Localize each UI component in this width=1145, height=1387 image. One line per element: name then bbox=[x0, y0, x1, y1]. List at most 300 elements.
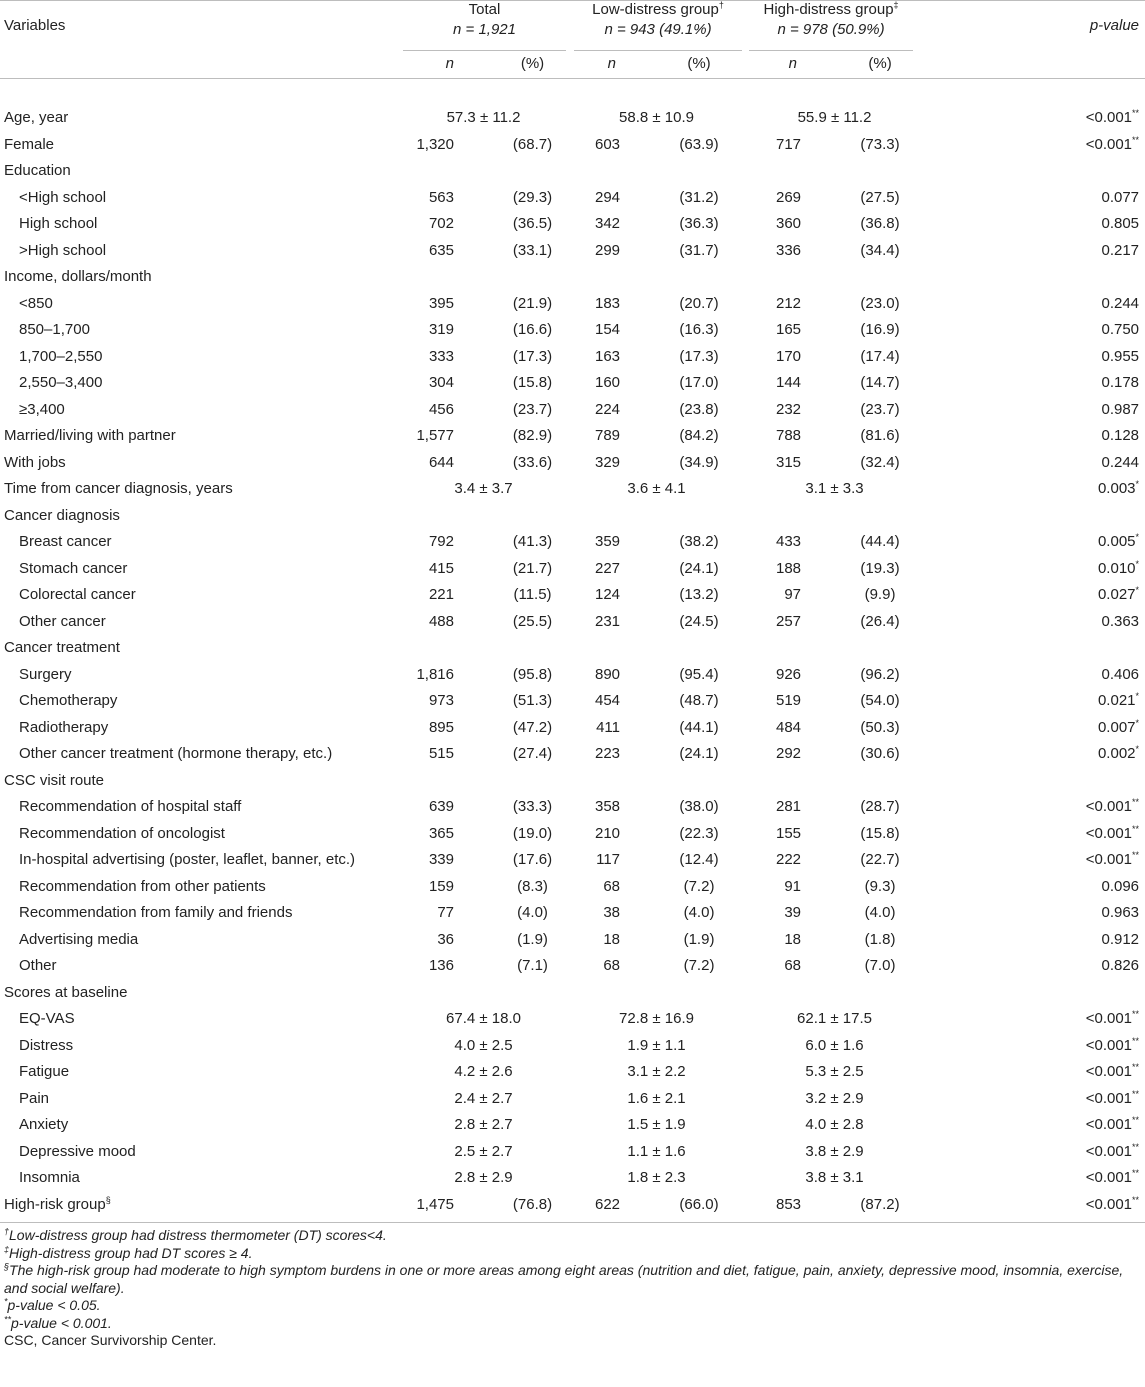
cell-high-pct: (87.2) bbox=[860, 1195, 900, 1213]
table-row bbox=[0, 291, 1145, 318]
cell-pvalue-sig: * bbox=[1135, 585, 1140, 596]
cell-total-pct: (15.8) bbox=[512, 374, 553, 392]
cell-high-n: 97 bbox=[784, 586, 802, 604]
row-label: In-hospital advertising (poster, leaflet, banner, etc.) bbox=[19, 851, 356, 869]
cell-high-mean: 5.3 ± 2.5 bbox=[805, 1063, 864, 1081]
cell-low-mean: 3.1 ± 2.2 bbox=[627, 1063, 686, 1081]
cell-total-n: 365 bbox=[428, 824, 454, 842]
cell-low-n: 789 bbox=[594, 427, 621, 445]
cell-high-pct: (36.8) bbox=[860, 215, 900, 233]
cell-total-mean: 2.4 ± 2.7 bbox=[454, 1089, 513, 1107]
cell-pvalue: 0.005* bbox=[1097, 532, 1140, 551]
cell-pvalue: 0.217 bbox=[1101, 241, 1140, 259]
row-label: Chemotherapy bbox=[19, 692, 118, 710]
header-spacer-row bbox=[0, 78, 1145, 105]
cell-pvalue: <0.001** bbox=[1085, 797, 1140, 816]
cell-high-n: 212 bbox=[775, 294, 802, 312]
table-row bbox=[0, 317, 1145, 344]
cell-pvalue-sig: ** bbox=[1132, 1088, 1140, 1099]
section-row bbox=[0, 264, 1145, 291]
cell-low-pct: (24.1) bbox=[679, 745, 719, 763]
cell-low-pct: (36.3) bbox=[679, 215, 719, 233]
cell-high-pct: (7.0) bbox=[864, 957, 896, 975]
cell-total-n: 488 bbox=[428, 612, 454, 630]
cell-pvalue: <0.001** bbox=[1085, 108, 1140, 127]
cell-pvalue: <0.001** bbox=[1085, 850, 1140, 869]
cell-high-mean: 55.9 ± 11.2 bbox=[797, 109, 872, 127]
cell-low-pct: (95.4) bbox=[679, 665, 719, 683]
cell-low-n: 342 bbox=[594, 215, 621, 233]
cell-pvalue: 0.096 bbox=[1101, 877, 1140, 895]
cell-total-pct: (47.2) bbox=[512, 718, 553, 736]
cell-low-pct: (84.2) bbox=[679, 427, 719, 445]
cell-total-n: 456 bbox=[428, 400, 454, 418]
cell-high-n: 788 bbox=[775, 427, 802, 445]
cell-pvalue-sig: ** bbox=[1132, 134, 1140, 145]
cell-total-pct: (17.6) bbox=[512, 851, 553, 869]
cell-high-n: 484 bbox=[775, 718, 802, 736]
cell-low-pct: (13.2) bbox=[679, 586, 719, 604]
cell-high-n: 170 bbox=[775, 347, 802, 365]
footnote-mark: ** bbox=[4, 1313, 12, 1324]
table-row bbox=[0, 953, 1145, 980]
cell-total-mean: 2.5 ± 2.7 bbox=[454, 1142, 513, 1160]
subheader-total-pct: (%) bbox=[520, 55, 545, 73]
cell-pvalue: 0.244 bbox=[1101, 294, 1140, 312]
cell-low-pct: (23.8) bbox=[679, 400, 719, 418]
cell-pvalue-sig: ** bbox=[1132, 1194, 1140, 1205]
cell-high-pct: (30.6) bbox=[860, 745, 900, 763]
cell-low-n: 68 bbox=[603, 877, 621, 895]
table-row bbox=[0, 105, 1145, 132]
cell-high-n: 18 bbox=[784, 930, 802, 948]
cell-high-pct: (17.4) bbox=[860, 347, 900, 365]
cell-total-pct: (21.9) bbox=[512, 294, 553, 312]
cell-high-n: 315 bbox=[775, 453, 802, 471]
subheader-low-n: n bbox=[607, 55, 617, 73]
cell-pvalue: 0.750 bbox=[1101, 321, 1140, 339]
row-label: Surgery bbox=[19, 665, 72, 683]
section-row bbox=[0, 635, 1145, 662]
cell-pvalue: <0.001** bbox=[1085, 1062, 1140, 1081]
cell-pvalue: 0.178 bbox=[1101, 374, 1140, 392]
cell-total-pct: (19.0) bbox=[512, 824, 553, 842]
cell-total-pct: (8.3) bbox=[517, 877, 548, 895]
cell-pvalue-sig: * bbox=[1135, 691, 1140, 702]
cell-pvalue: <0.001** bbox=[1085, 1194, 1140, 1213]
header-total-label: Total bbox=[468, 1, 501, 18]
row-label: Depressive mood bbox=[19, 1142, 136, 1160]
cell-high-pct: (9.9) bbox=[864, 586, 896, 604]
cell-high-n: 717 bbox=[775, 135, 802, 153]
cell-low-n: 183 bbox=[594, 294, 621, 312]
cell-high-n: 232 bbox=[775, 400, 802, 418]
cell-low-mean: 1.1 ± 1.6 bbox=[627, 1142, 686, 1160]
cell-pvalue: 0.128 bbox=[1101, 427, 1140, 445]
cell-high-n: 269 bbox=[775, 188, 802, 206]
cell-high-pct: (81.6) bbox=[860, 427, 900, 445]
cell-low-pct: (12.4) bbox=[679, 851, 719, 869]
cell-low-pct: (31.2) bbox=[679, 188, 719, 206]
table-row bbox=[0, 874, 1145, 901]
cell-pvalue: 0.912 bbox=[1101, 930, 1140, 948]
cell-low-pct: (20.7) bbox=[679, 294, 719, 312]
cell-total-n: 792 bbox=[428, 533, 454, 551]
cell-high-mean: 3.1 ± 3.3 bbox=[805, 480, 864, 498]
row-label: Time from cancer diagnosis, years bbox=[4, 480, 233, 498]
table-row bbox=[0, 238, 1145, 265]
cell-low-n: 227 bbox=[594, 559, 621, 577]
row-label: Income, dollars/month bbox=[4, 268, 152, 286]
row-label: Cancer diagnosis bbox=[4, 506, 120, 524]
cell-low-pct: (4.0) bbox=[683, 904, 715, 922]
cell-high-pct: (16.9) bbox=[860, 321, 900, 339]
cell-total-pct: (68.7) bbox=[512, 135, 553, 153]
cell-low-n: 210 bbox=[594, 824, 621, 842]
cell-total-n: 644 bbox=[428, 453, 454, 471]
row-label: Advertising media bbox=[19, 930, 139, 948]
cell-high-mean: 3.8 ± 2.9 bbox=[805, 1142, 864, 1160]
cell-low-mean: 72.8 ± 16.9 bbox=[619, 1010, 694, 1028]
cell-low-n: 294 bbox=[594, 188, 621, 206]
table-row bbox=[0, 927, 1145, 954]
header-row-subcols bbox=[0, 51, 1145, 78]
cell-pvalue-sig: * bbox=[1135, 479, 1140, 490]
cell-total-n: 415 bbox=[428, 559, 454, 577]
cell-low-mean: 3.6 ± 4.1 bbox=[627, 480, 686, 498]
table-row bbox=[0, 1139, 1145, 1166]
cell-high-pct: (22.7) bbox=[860, 851, 900, 869]
table-row bbox=[0, 847, 1145, 874]
cell-high-mean: 3.8 ± 3.1 bbox=[805, 1169, 864, 1187]
cell-high-n: 222 bbox=[775, 851, 802, 869]
cell-total-n: 635 bbox=[428, 241, 454, 259]
cell-pvalue-sig: ** bbox=[1132, 1141, 1140, 1152]
cell-pvalue-sig: ** bbox=[1132, 1168, 1140, 1179]
cell-pvalue-sig: ** bbox=[1132, 797, 1140, 808]
section-row bbox=[0, 768, 1145, 795]
row-label: Radiotherapy bbox=[19, 718, 109, 736]
footnote: §The high-risk group had moderate to high symptom burdens in one or more areas among eight areas (nutrition and diet, fatigue, pain, anxiety, depressive mood, insomnia, exercise, and social welfare). bbox=[4, 1261, 1124, 1296]
cell-total-mean: 2.8 ± 2.9 bbox=[454, 1169, 513, 1187]
table-row bbox=[0, 821, 1145, 848]
cell-high-pct: (28.7) bbox=[860, 798, 900, 816]
header-variables: Variables bbox=[4, 17, 66, 34]
row-label: Insomnia bbox=[19, 1169, 80, 1187]
cell-high-n: 292 bbox=[775, 745, 802, 763]
cell-low-n: 163 bbox=[594, 347, 621, 365]
cell-total-pct: (25.5) bbox=[512, 612, 553, 630]
cell-low-mean: 1.9 ± 1.1 bbox=[627, 1036, 686, 1054]
cell-total-n: 1,320 bbox=[416, 135, 454, 153]
table-row bbox=[0, 423, 1145, 450]
section-row bbox=[0, 158, 1145, 185]
cell-low-pct: (17.0) bbox=[679, 374, 719, 392]
cell-low-pct: (44.1) bbox=[679, 718, 719, 736]
cell-high-pct: (19.3) bbox=[860, 559, 900, 577]
cell-total-n: 895 bbox=[428, 718, 454, 736]
cell-high-n: 433 bbox=[775, 533, 802, 551]
cell-high-pct: (1.8) bbox=[864, 930, 896, 948]
cell-total-pct: (1.9) bbox=[517, 930, 548, 948]
cell-pvalue-sig: * bbox=[1135, 717, 1140, 728]
cell-high-n: 188 bbox=[775, 559, 802, 577]
cell-total-n: 77 bbox=[437, 904, 454, 922]
cell-pvalue-sig: * bbox=[1135, 558, 1140, 569]
cell-total-n: 1,816 bbox=[416, 665, 454, 683]
cell-high-n: 853 bbox=[775, 1195, 802, 1213]
cell-pvalue: 0.003* bbox=[1097, 479, 1140, 498]
cell-total-pct: (27.4) bbox=[512, 745, 553, 763]
cell-low-n: 299 bbox=[594, 241, 621, 259]
cell-total-n: 159 bbox=[428, 877, 454, 895]
cell-low-n: 358 bbox=[594, 798, 621, 816]
table-row bbox=[0, 1112, 1145, 1139]
cell-pvalue: <0.001** bbox=[1085, 823, 1140, 842]
cell-high-pct: (14.7) bbox=[860, 374, 900, 392]
cell-total-pct: (33.3) bbox=[512, 798, 553, 816]
cell-high-pct: (54.0) bbox=[860, 692, 900, 710]
cell-low-n: 359 bbox=[594, 533, 621, 551]
table-row bbox=[0, 370, 1145, 397]
header-low-mark: † bbox=[718, 0, 724, 10]
cell-high-mean: 62.1 ± 17.5 bbox=[797, 1010, 872, 1028]
cell-pvalue: 0.826 bbox=[1101, 957, 1140, 975]
cell-total-pct: (17.3) bbox=[512, 347, 553, 365]
cell-low-n: 223 bbox=[594, 745, 621, 763]
cell-pvalue: <0.001** bbox=[1085, 134, 1140, 153]
cell-pvalue: 0.406 bbox=[1101, 665, 1140, 683]
footnote: †Low-distress group had distress thermometer (DT) scores<4. bbox=[4, 1226, 387, 1243]
cell-total-pct: (16.6) bbox=[512, 321, 553, 339]
header-low bbox=[569, 1, 744, 52]
table-row bbox=[0, 344, 1145, 371]
row-label-mark: § bbox=[105, 1194, 111, 1205]
table-row bbox=[0, 688, 1145, 715]
table-row bbox=[0, 476, 1145, 503]
cell-high-n: 39 bbox=[784, 904, 802, 922]
cell-pvalue: 0.955 bbox=[1101, 347, 1140, 365]
cell-total-n: 319 bbox=[428, 321, 454, 339]
row-label: Other bbox=[19, 957, 57, 975]
cell-total-mean: 4.0 ± 2.5 bbox=[454, 1036, 513, 1054]
footnote: ‡High-distress group had DT scores ≥ 4. bbox=[4, 1243, 253, 1261]
row-label: Recommendation from other patients bbox=[19, 877, 266, 895]
row-label: Married/living with partner bbox=[4, 427, 176, 445]
footnote: **p-value < 0.001. bbox=[4, 1313, 112, 1331]
footnote: *p-value < 0.05. bbox=[4, 1296, 101, 1313]
header-high-n: n = 978 (50.9%) bbox=[777, 21, 885, 38]
cell-low-pct: (63.9) bbox=[679, 135, 719, 153]
cell-low-n: 18 bbox=[603, 930, 621, 948]
subheader-total-n: n bbox=[445, 55, 454, 73]
cell-low-n: 68 bbox=[603, 957, 621, 975]
cell-low-n: 622 bbox=[594, 1195, 621, 1213]
cell-low-n: 231 bbox=[594, 612, 621, 630]
row-label: <High school bbox=[19, 188, 107, 206]
row-label: Fatigue bbox=[19, 1063, 70, 1081]
cell-low-pct: (66.0) bbox=[679, 1195, 719, 1213]
table-row bbox=[0, 662, 1145, 689]
cell-total-n: 515 bbox=[428, 745, 454, 763]
row-label: 1,700–2,550 bbox=[19, 347, 103, 365]
cell-low-n: 454 bbox=[594, 692, 621, 710]
cell-total-n: 339 bbox=[428, 851, 454, 869]
footnote-mark: † bbox=[4, 1226, 10, 1237]
cell-total-pct: (95.8) bbox=[512, 665, 553, 683]
cell-total-pct: (33.1) bbox=[512, 241, 553, 259]
footer-spacer-row bbox=[0, 1218, 1145, 1223]
cell-total-pct: (82.9) bbox=[512, 427, 553, 445]
table-row bbox=[0, 132, 1145, 159]
cell-low-n: 411 bbox=[596, 718, 621, 736]
cell-high-n: 336 bbox=[775, 241, 802, 259]
cell-high-n: 91 bbox=[784, 877, 802, 895]
header-high bbox=[744, 1, 925, 52]
cell-total-mean: 3.4 ± 3.7 bbox=[454, 480, 513, 498]
cell-total-pct: (76.8) bbox=[512, 1195, 553, 1213]
cell-low-mean: 1.5 ± 1.9 bbox=[627, 1116, 686, 1134]
row-label: Female bbox=[4, 135, 55, 153]
table-row bbox=[0, 1059, 1145, 1086]
table-row bbox=[0, 609, 1145, 636]
table-row bbox=[0, 715, 1145, 742]
cell-high-pct: (15.8) bbox=[860, 824, 900, 842]
cell-low-pct: (24.1) bbox=[679, 559, 719, 577]
cell-pvalue-sig: * bbox=[1135, 532, 1140, 543]
subheader-high-n: n bbox=[788, 55, 798, 73]
cell-pvalue-sig: ** bbox=[1132, 1009, 1140, 1020]
row-label: Breast cancer bbox=[19, 533, 112, 551]
cell-total-pct: (41.3) bbox=[512, 533, 553, 551]
cell-total-pct: (33.6) bbox=[512, 453, 553, 471]
cell-pvalue: 0.007* bbox=[1097, 717, 1140, 736]
cell-high-mean: 4.0 ± 2.8 bbox=[805, 1116, 864, 1134]
cell-total-n: 973 bbox=[428, 692, 454, 710]
cell-total-n: 304 bbox=[428, 374, 454, 392]
cell-pvalue: 0.805 bbox=[1101, 215, 1140, 233]
table-row bbox=[0, 1192, 1145, 1219]
cell-total-n: 333 bbox=[428, 347, 454, 365]
row-label: Colorectal cancer bbox=[19, 586, 136, 604]
footnote-mark: * bbox=[4, 1296, 8, 1307]
subheader-high-pct: (%) bbox=[868, 55, 892, 73]
cell-total-mean: 57.3 ± 11.2 bbox=[446, 109, 521, 127]
cell-low-pct: (22.3) bbox=[679, 824, 719, 842]
cell-total-pct: (21.7) bbox=[512, 559, 553, 577]
row-label: Age, year bbox=[4, 109, 69, 127]
cell-high-pct: (34.4) bbox=[860, 241, 900, 259]
header-high-label: High-distress group bbox=[763, 1, 894, 18]
row-label: ≥3,400 bbox=[19, 400, 65, 418]
footnote-mark: § bbox=[4, 1261, 10, 1272]
cell-pvalue-sig: ** bbox=[1132, 1062, 1140, 1073]
row-label: Anxiety bbox=[19, 1116, 69, 1134]
row-label: Pain bbox=[19, 1089, 50, 1107]
cell-high-mean: 6.0 ± 1.6 bbox=[805, 1036, 864, 1054]
cell-high-pct: (23.7) bbox=[860, 400, 900, 418]
row-label: >High school bbox=[19, 241, 107, 259]
cell-total-pct: (7.1) bbox=[517, 957, 548, 975]
row-label: Other cancer bbox=[19, 612, 106, 630]
row-label: Recommendation from family and friends bbox=[19, 904, 293, 922]
cell-high-pct: (23.0) bbox=[860, 294, 900, 312]
cell-pvalue: 0.244 bbox=[1101, 453, 1140, 471]
table-row bbox=[0, 1006, 1145, 1033]
row-label: Scores at baseline bbox=[4, 983, 128, 1001]
table-row bbox=[0, 582, 1145, 609]
cell-pvalue: <0.001** bbox=[1085, 1115, 1140, 1134]
cell-low-mean: 1.8 ± 2.3 bbox=[627, 1169, 686, 1187]
cell-total-n: 639 bbox=[428, 798, 454, 816]
cell-total-n: 702 bbox=[428, 215, 454, 233]
cell-high-n: 519 bbox=[775, 692, 802, 710]
cell-high-pct: (32.4) bbox=[860, 453, 900, 471]
cell-pvalue: 0.987 bbox=[1101, 400, 1140, 418]
cell-high-n: 165 bbox=[775, 321, 802, 339]
cell-low-n: 603 bbox=[594, 135, 621, 153]
cell-pvalue-sig: ** bbox=[1132, 850, 1140, 861]
row-label: Recommendation of hospital staff bbox=[19, 798, 242, 816]
cell-pvalue: <0.001** bbox=[1085, 1088, 1140, 1107]
cell-high-n: 360 bbox=[775, 215, 802, 233]
cell-pvalue: <0.001** bbox=[1085, 1168, 1140, 1187]
table-row bbox=[0, 794, 1145, 821]
cell-pvalue: 0.963 bbox=[1101, 904, 1140, 922]
cell-pvalue-sig: ** bbox=[1132, 108, 1140, 119]
cell-total-n: 136 bbox=[428, 957, 454, 975]
header-total bbox=[398, 1, 569, 52]
cell-pvalue: <0.001** bbox=[1085, 1009, 1140, 1028]
table-row bbox=[0, 529, 1145, 556]
cell-total-n: 1,475 bbox=[416, 1195, 454, 1213]
cell-high-pct: (9.3) bbox=[864, 877, 896, 895]
row-label: Cancer treatment bbox=[4, 639, 120, 657]
cell-pvalue: 0.010* bbox=[1097, 558, 1140, 577]
cell-low-n: 117 bbox=[596, 851, 621, 869]
cell-total-n: 395 bbox=[428, 294, 454, 312]
cell-total-mean: 67.4 ± 18.0 bbox=[446, 1010, 521, 1028]
cell-pvalue: 0.021* bbox=[1097, 691, 1140, 710]
cell-low-n: 224 bbox=[594, 400, 621, 418]
cell-pvalue-sig: ** bbox=[1132, 1115, 1140, 1126]
cell-total-pct: (51.3) bbox=[512, 692, 553, 710]
table-footnotes bbox=[0, 1227, 1145, 1350]
footnote: CSC, Cancer Survivorship Center. bbox=[4, 1332, 217, 1348]
cell-low-mean: 1.6 ± 2.1 bbox=[627, 1089, 686, 1107]
cell-high-n: 257 bbox=[775, 612, 802, 630]
cell-low-n: 329 bbox=[594, 453, 621, 471]
cell-low-pct: (7.2) bbox=[683, 957, 715, 975]
cell-total-n: 1,577 bbox=[416, 427, 454, 445]
cell-high-pct: (50.3) bbox=[860, 718, 900, 736]
cell-low-n: 154 bbox=[594, 321, 621, 339]
header-pvalue: p-value bbox=[1089, 17, 1140, 34]
cell-high-pct: (4.0) bbox=[864, 904, 896, 922]
cell-pvalue: 0.077 bbox=[1101, 188, 1140, 206]
cell-high-n: 926 bbox=[775, 665, 802, 683]
cell-low-n: 890 bbox=[594, 665, 621, 683]
cell-low-pct: (24.5) bbox=[679, 612, 719, 630]
cell-low-pct: (38.0) bbox=[679, 798, 719, 816]
cell-total-pct: (23.7) bbox=[512, 400, 553, 418]
cell-high-pct: (73.3) bbox=[860, 135, 900, 153]
cell-total-n: 36 bbox=[437, 930, 454, 948]
cell-total-pct: (36.5) bbox=[512, 215, 553, 233]
row-label: Distress bbox=[19, 1036, 74, 1054]
cell-pvalue-sig: ** bbox=[1132, 823, 1140, 834]
cell-total-pct: (11.5) bbox=[513, 586, 552, 604]
